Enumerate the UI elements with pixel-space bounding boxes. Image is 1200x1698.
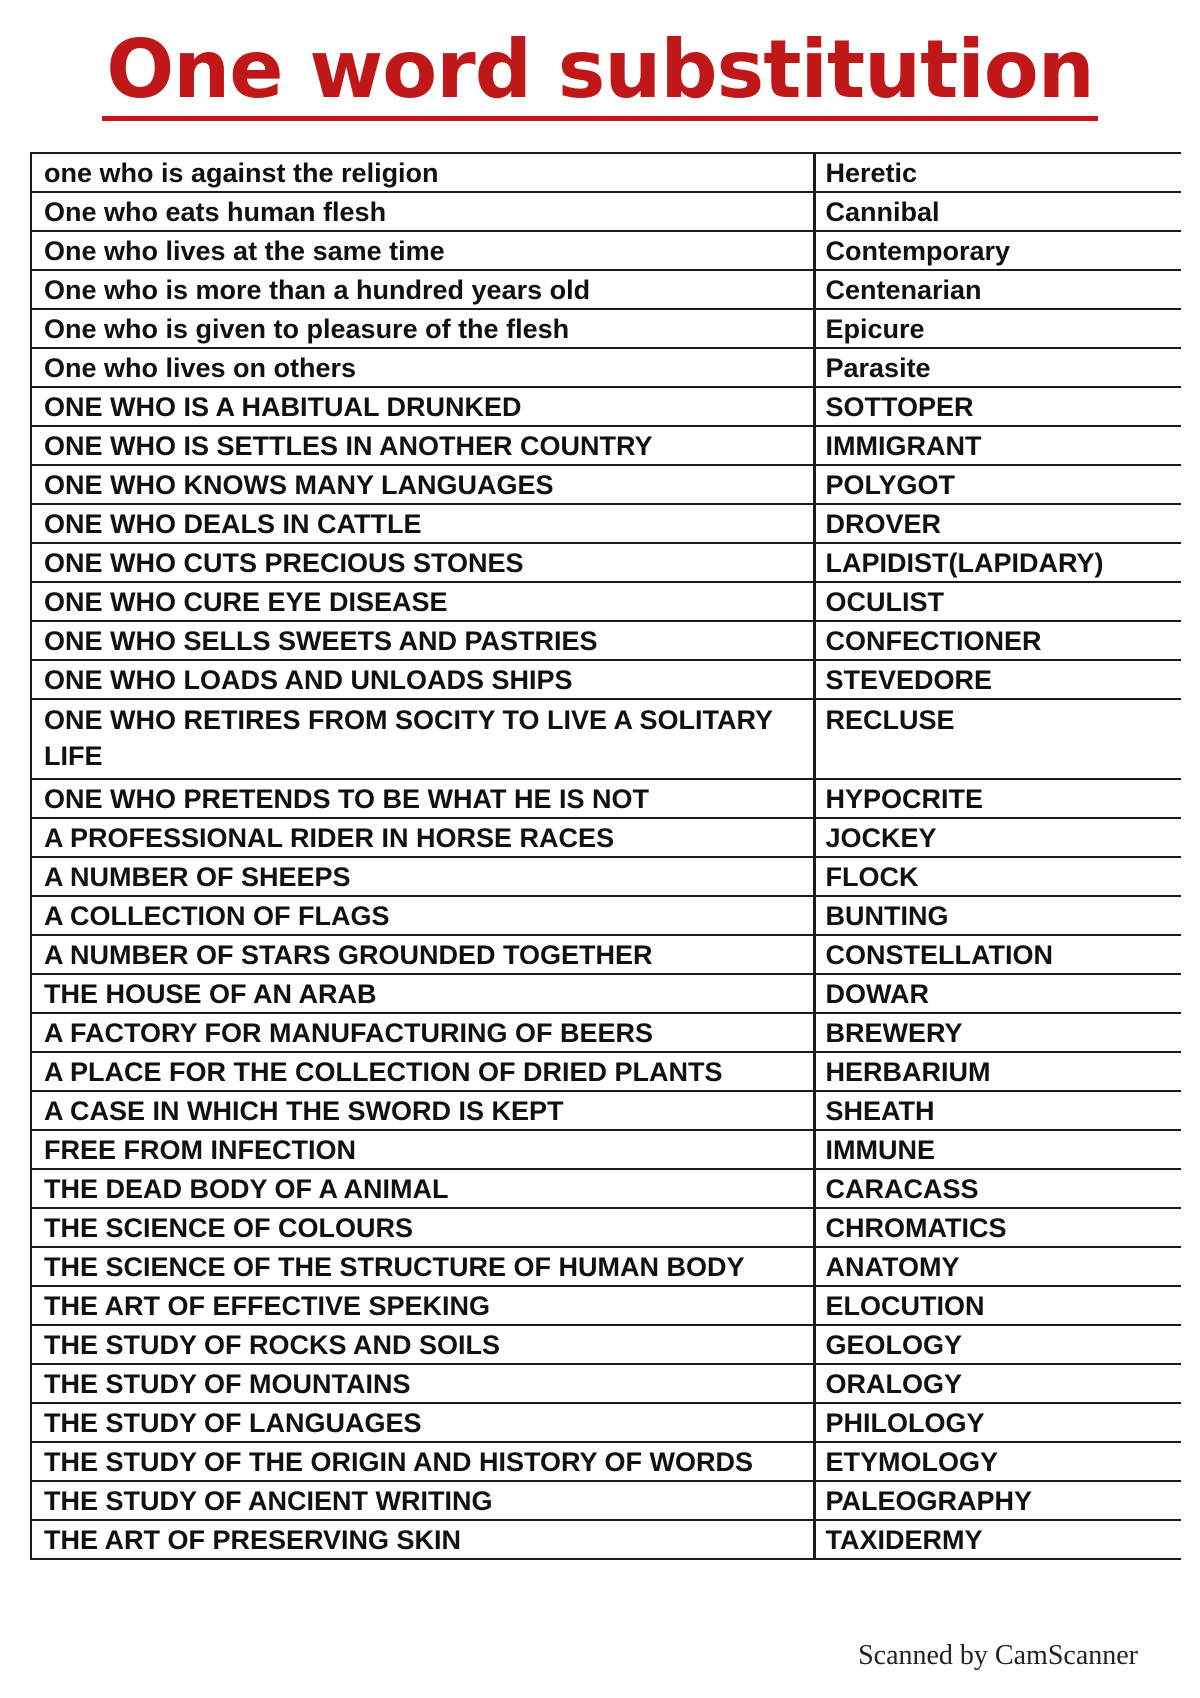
table-row xyxy=(31,1208,1181,1247)
description-cell: ONE WHO IS SETTLES IN ANOTHER COUNTRY xyxy=(31,426,814,465)
word-cell: CARACASS xyxy=(814,1169,1181,1208)
word-cell: IMMUNE xyxy=(814,1130,1181,1169)
description-cell: THE STUDY OF LANGUAGES xyxy=(31,1403,814,1442)
description-cell: One who lives at the same time xyxy=(31,231,814,270)
description-cell: A NUMBER OF SHEEPS xyxy=(31,857,814,896)
description-cell: ONE WHO KNOWS MANY LANGUAGES xyxy=(31,465,814,504)
table-row xyxy=(31,231,1181,270)
word-cell: PALEOGRAPHY xyxy=(814,1481,1181,1520)
word-cell: ANATOMY xyxy=(814,1247,1181,1286)
word-cell: BUNTING xyxy=(814,896,1181,935)
word-cell: TAXIDERMY xyxy=(814,1520,1181,1559)
table-row xyxy=(31,935,1181,974)
word-cell: IMMIGRANT xyxy=(814,426,1181,465)
description-cell: ONE WHO DEALS IN CATTLE xyxy=(31,504,814,543)
word-cell: Contemporary xyxy=(814,231,1181,270)
word-cell: HYPOCRITE xyxy=(814,779,1181,818)
word-cell: Epicure xyxy=(814,309,1181,348)
word-cell: RECLUSE xyxy=(814,699,1181,779)
table-row xyxy=(31,974,1181,1013)
description-cell: THE SCIENCE OF THE STRUCTURE OF HUMAN BODY xyxy=(31,1247,814,1286)
description-cell: A COLLECTION OF FLAGS xyxy=(31,896,814,935)
table-row xyxy=(31,1286,1181,1325)
description-cell: one who is against the religion xyxy=(31,153,814,192)
word-cell: GEOLOGY xyxy=(814,1325,1181,1364)
table-row xyxy=(31,426,1181,465)
table-row xyxy=(31,1520,1181,1559)
word-cell: Parasite xyxy=(814,348,1181,387)
description-cell: ONE WHO LOADS AND UNLOADS SHIPS xyxy=(31,660,814,699)
table-row xyxy=(31,818,1181,857)
table-row xyxy=(31,1481,1181,1520)
table-row xyxy=(31,1052,1181,1091)
word-cell: Centenarian xyxy=(814,270,1181,309)
word-cell: SHEATH xyxy=(814,1091,1181,1130)
word-cell: SOTTOPER xyxy=(814,387,1181,426)
word-cell: STEVEDORE xyxy=(814,660,1181,699)
description-cell: One who is given to pleasure of the flesh xyxy=(31,309,814,348)
description-cell: FREE FROM INFECTION xyxy=(31,1130,814,1169)
table-row xyxy=(31,1091,1181,1130)
word-cell: CONFECTIONER xyxy=(814,621,1181,660)
word-cell: Cannibal xyxy=(814,192,1181,231)
table-row xyxy=(31,1013,1181,1052)
table-row xyxy=(31,1364,1181,1403)
table-row xyxy=(31,699,1181,779)
word-cell: OCULIST xyxy=(814,582,1181,621)
table-row xyxy=(31,779,1181,818)
table-row xyxy=(31,621,1181,660)
word-cell: ETYMOLOGY xyxy=(814,1442,1181,1481)
table-body xyxy=(31,153,1181,1559)
word-cell: BREWERY xyxy=(814,1013,1181,1052)
table-row xyxy=(31,153,1181,192)
word-cell: ORALOGY xyxy=(814,1364,1181,1403)
table-row xyxy=(31,582,1181,621)
table-row xyxy=(31,857,1181,896)
page-title: One word substitution xyxy=(102,23,1097,121)
description-cell: THE STUDY OF ROCKS AND SOILS xyxy=(31,1325,814,1364)
word-cell: POLYGOT xyxy=(814,465,1181,504)
word-cell: DOWAR xyxy=(814,974,1181,1013)
description-cell: THE HOUSE OF AN ARAB xyxy=(31,974,814,1013)
table-row xyxy=(31,1130,1181,1169)
description-cell: ONE WHO CUTS PRECIOUS STONES xyxy=(31,543,814,582)
word-cell: HERBARIUM xyxy=(814,1052,1181,1091)
table-row xyxy=(31,660,1181,699)
table-row xyxy=(31,1442,1181,1481)
word-cell: DROVER xyxy=(814,504,1181,543)
word-substitution-table xyxy=(30,152,1181,1560)
description-cell: A FACTORY FOR MANUFACTURING OF BEERS xyxy=(31,1013,814,1052)
description-cell: THE DEAD BODY OF A ANIMAL xyxy=(31,1169,814,1208)
table-row xyxy=(31,387,1181,426)
description-cell: One who lives on others xyxy=(31,348,814,387)
description-cell: ONE WHO CURE EYE DISEASE xyxy=(31,582,814,621)
table-row xyxy=(31,465,1181,504)
table-row xyxy=(31,270,1181,309)
word-cell: CONSTELLATION xyxy=(814,935,1181,974)
description-cell: A CASE IN WHICH THE SWORD IS KEPT xyxy=(31,1091,814,1130)
description-cell: One who eats human flesh xyxy=(31,192,814,231)
description-cell: THE STUDY OF ANCIENT WRITING xyxy=(31,1481,814,1520)
table-row xyxy=(31,1247,1181,1286)
table-row xyxy=(31,1403,1181,1442)
word-cell: LAPIDIST(LAPIDARY) xyxy=(814,543,1181,582)
word-cell: FLOCK xyxy=(814,857,1181,896)
table-row xyxy=(31,192,1181,231)
page-title-wrapper xyxy=(0,22,1200,118)
description-cell: THE ART OF EFFECTIVE SPEKING xyxy=(31,1286,814,1325)
word-cell: JOCKEY xyxy=(814,818,1181,857)
description-cell: THE STUDY OF MOUNTAINS xyxy=(31,1364,814,1403)
description-cell: A PROFESSIONAL RIDER IN HORSE RACES xyxy=(31,818,814,857)
word-cell: ELOCUTION xyxy=(814,1286,1181,1325)
description-cell: A NUMBER OF STARS GROUNDED TOGETHER xyxy=(31,935,814,974)
word-cell: PHILOLOGY xyxy=(814,1403,1181,1442)
description-cell: THE SCIENCE OF COLOURS xyxy=(31,1208,814,1247)
description-cell: THE ART OF PRESERVING SKIN xyxy=(31,1520,814,1559)
table-row xyxy=(31,1169,1181,1208)
table-row xyxy=(31,543,1181,582)
description-cell: ONE WHO IS A HABITUAL DRUNKED xyxy=(31,387,814,426)
table-row xyxy=(31,309,1181,348)
table-row xyxy=(31,1325,1181,1364)
description-cell: ONE WHO SELLS SWEETS AND PASTRIES xyxy=(31,621,814,660)
word-cell: Heretic xyxy=(814,153,1181,192)
scanner-footer: Scanned by CamScanner xyxy=(858,1640,1138,1671)
description-cell: THE STUDY OF THE ORIGIN AND HISTORY OF WORDS xyxy=(31,1442,814,1481)
description-cell: ONE WHO RETIRES FROM SOCITY TO LIVE A SOLITARY LIFE xyxy=(31,699,814,779)
description-cell: A PLACE FOR THE COLLECTION OF DRIED PLANTS xyxy=(31,1052,814,1091)
description-cell: One who is more than a hundred years old xyxy=(31,270,814,309)
word-cell: CHROMATICS xyxy=(814,1208,1181,1247)
table-row xyxy=(31,896,1181,935)
table-row xyxy=(31,504,1181,543)
description-cell: ONE WHO PRETENDS TO BE WHAT HE IS NOT xyxy=(31,779,814,818)
table-row xyxy=(31,348,1181,387)
